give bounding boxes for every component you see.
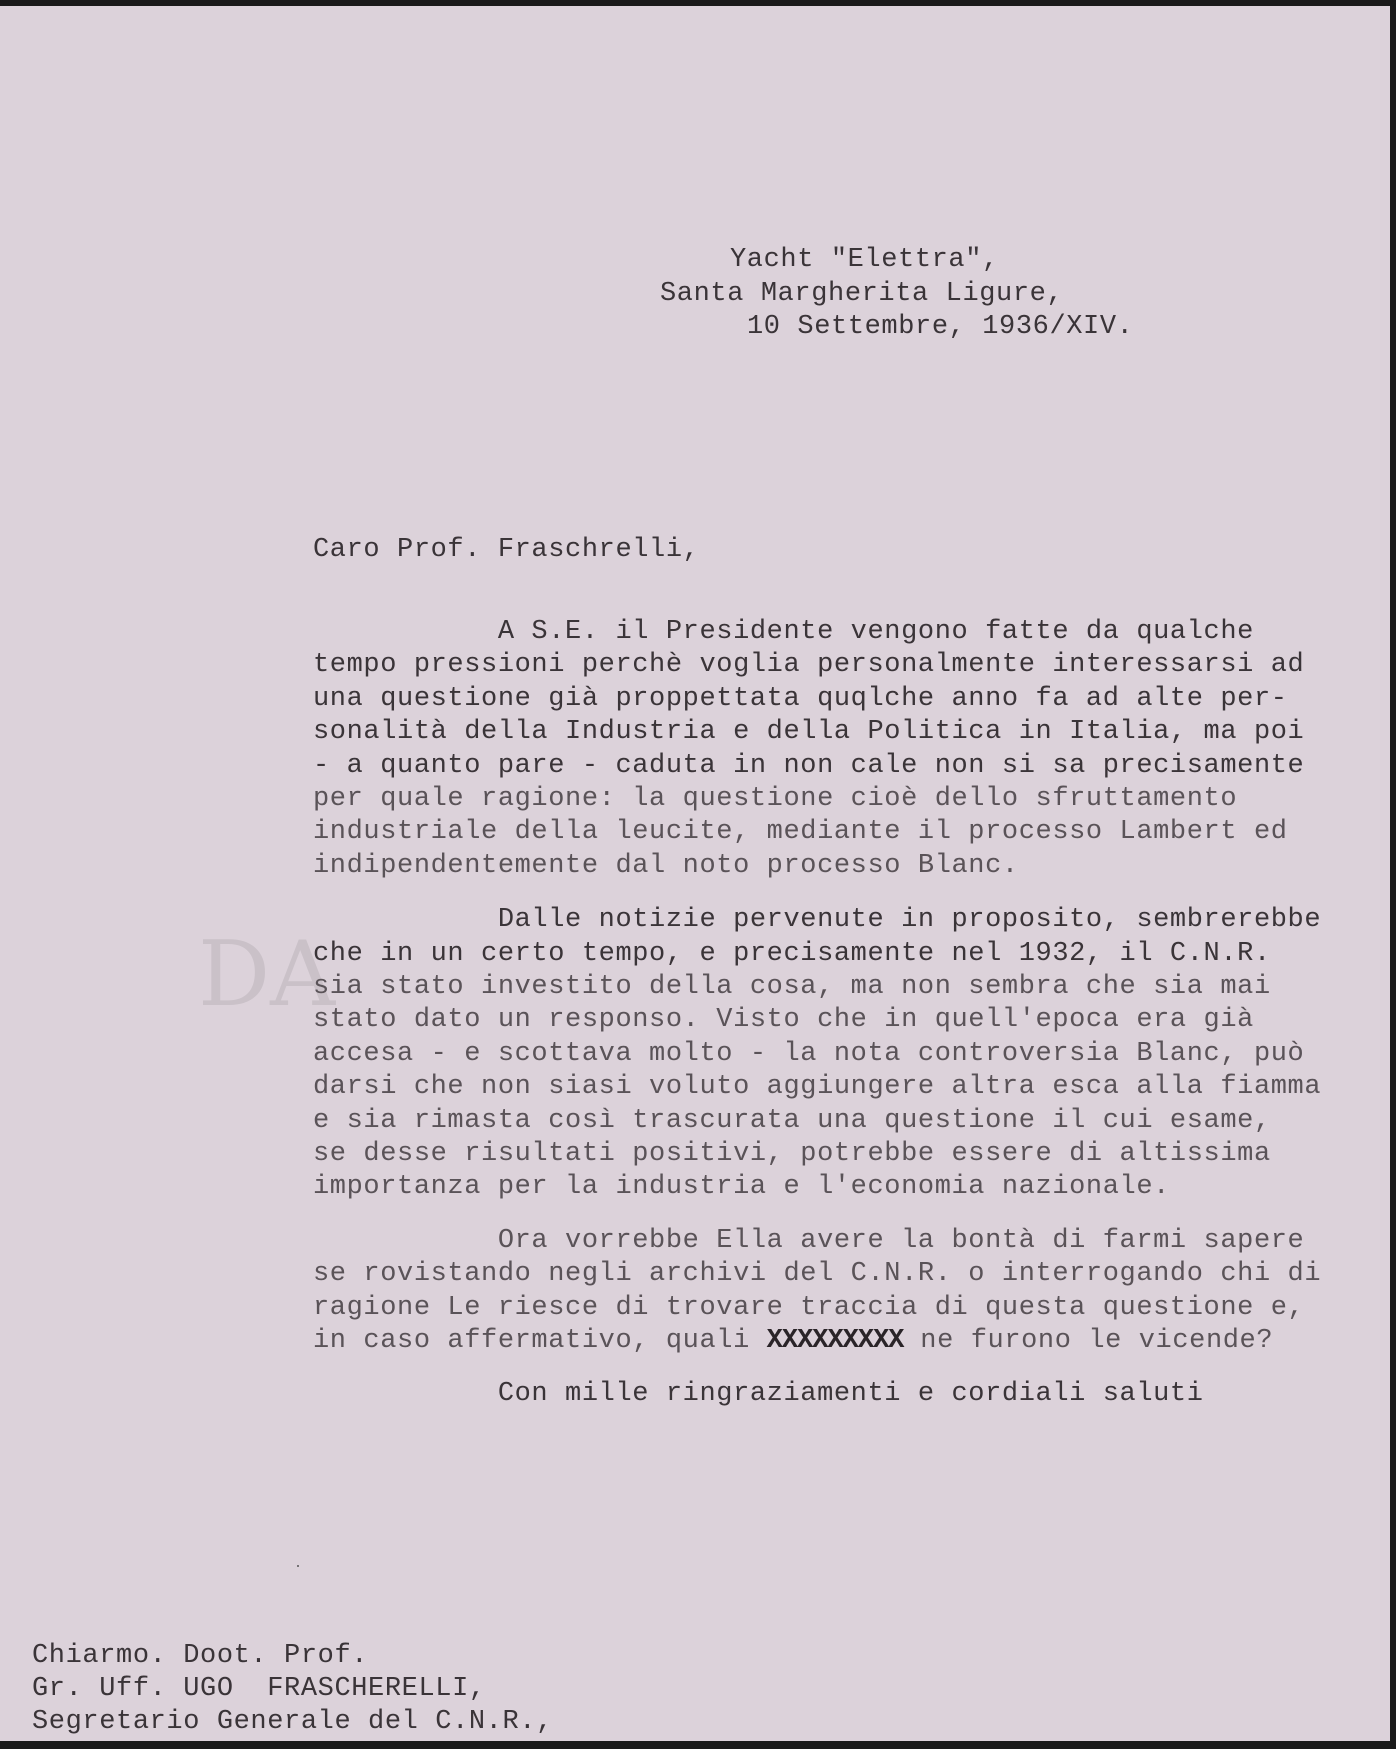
paragraph-2-line-5: accesa - e scottava molto - la nota controversia Blanc, può xyxy=(313,1039,1305,1069)
struck-out-word: XXXXXXXXX xyxy=(766,1326,904,1356)
closing: Con mille ringraziamenti e cordiali saluti xyxy=(313,1379,1204,1409)
addressee-line-1: Chiarmo. Doot. Prof. xyxy=(32,1641,369,1671)
paragraph-1-line-3: una questione già proppettata quqlche anno fa ad alte per- xyxy=(313,684,1288,714)
paragraph-2-line-1: Dalle notizie pervenute in proposito, sembrerebbe xyxy=(313,905,1322,935)
paragraph-2-line-6: darsi che non siasi voluto aggiungere altra esca alla fiamma xyxy=(313,1072,1322,1102)
addressee-line-3: Segretario Generale del C.N.R., xyxy=(32,1707,553,1737)
paragraph-1-line-6: per quale ragione: la questione cioè dello sfruttamento xyxy=(313,784,1238,814)
paragraph-1-line-1: A S.E. il Presidente vengono fatte da qualche xyxy=(313,617,1254,647)
scan-border-top xyxy=(0,0,1396,6)
paragraph-1-line-8: indipendentemente dal noto processo Blanc. xyxy=(313,851,1019,881)
svg-text:DA: DA xyxy=(198,925,336,1027)
paragraph-2-line-2: che in un certo tempo, e precisamente nel 1932, il C.N.R. xyxy=(313,939,1271,969)
paragraph-1-line-4: sonalità della Industria e della Politica in Italia, ma poi xyxy=(313,717,1305,747)
paragraph-3-line-1: Ora vorrebbe Ella avere la bontà di farmi sapere xyxy=(313,1226,1305,1256)
paragraph-2-line-8: se desse risultati positivi, potrebbe essere di altissima xyxy=(313,1139,1271,1169)
stray-dot xyxy=(297,1565,299,1567)
paragraph-1-line-5: - a quanto pare - caduta in non cale non si sa precisamente xyxy=(313,751,1305,781)
scan-border-right xyxy=(1390,0,1396,1749)
paragraph-1-line-2: tempo pressioni perchè voglia personalmente interessarsi ad xyxy=(313,650,1305,680)
paragraph-2-line-9: importanza per la industria e l'economia nazionale. xyxy=(313,1172,1170,1202)
paragraph-2-line-3: sia stato investito della cosa, ma non sembra che sia mai xyxy=(313,972,1271,1002)
paragraph-1-line-7: industriale della leucite, mediante il processo Lambert ed xyxy=(313,817,1288,847)
salutation: Caro Prof. Fraschrelli, xyxy=(313,535,700,565)
heading-line-1: Yacht "Elettra", xyxy=(730,245,999,275)
scan-border-bottom xyxy=(0,1741,1396,1749)
heading-line-2: Santa Margherita Ligure, xyxy=(660,279,1064,309)
paragraph-3-line-2: se rovistando negli archivi del C.N.R. o interrogando chi di xyxy=(313,1259,1322,1289)
paragraph-2-line-4: stato dato un responso. Visto che in quell'epoca era già xyxy=(313,1005,1254,1035)
paragraph-3-line-4-end: ne furono le vicende? xyxy=(903,1326,1274,1356)
paragraph-3-line-4 xyxy=(313,1325,1273,1359)
addressee-line-2: Gr. Uff. UGO FRASCHERELLI, xyxy=(32,1674,486,1704)
paragraph-3-line-3: ragione Le riesce di trovare traccia di questa questione e, xyxy=(313,1293,1305,1323)
paragraph-3-line-4-start: in caso affermativo, quali xyxy=(313,1326,767,1356)
paragraph-2-line-7: e sia rimasta così trascurata una questione il cui esame, xyxy=(313,1106,1271,1136)
heading-date: 10 Settembre, 1936/XIV. xyxy=(747,312,1134,342)
